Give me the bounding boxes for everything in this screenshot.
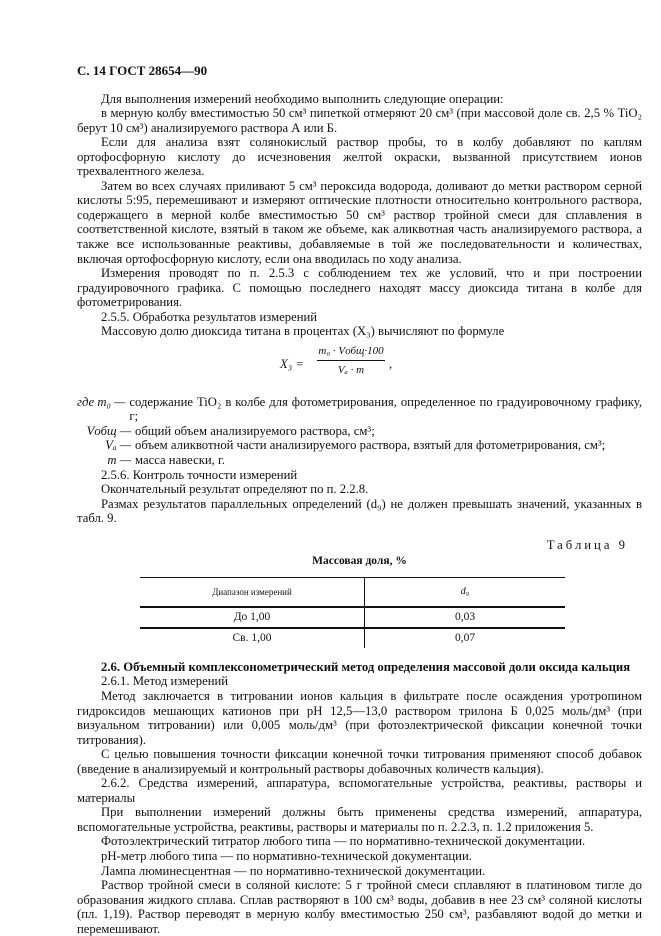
definition-symbol: где m₀ —	[77, 394, 126, 409]
formula-lhs: X₃ =	[280, 356, 304, 371]
table-cell: 0,07	[454, 632, 476, 645]
definition-item	[77, 453, 642, 468]
paragraph: Фотоэлектрический титратор любого типа — по нормативно-технической документации.	[101, 834, 586, 849]
table-cell: 0,03	[365, 607, 566, 628]
subsection-heading: 2.6.2. Средства измерений, аппаратура, вспомогательные устройства, реактивы, растворы и материалы	[77, 776, 642, 805]
definition-text: масса навески, г.	[135, 453, 225, 468]
paragraph: Раствор тройной смеси в соляной кислоте: 5 г тройной смеси сплавляют в платиновом тигле до образования жидкого сплава. Сплав растворяют в 100 см³ воды, добавив в нее 23 см³ соляной кислоты (пл. 1,19). Раствор переводят в мерную колбу вместимостью 250 см³, разбавляют водой до метки и перемешивают.	[77, 878, 642, 936]
table-row	[140, 607, 565, 628]
definition-text: объем аликвотной части анализируемого раствора, взятый для фотометрирования, см³;	[135, 438, 606, 453]
table-title: Массовая доля, %	[312, 555, 407, 568]
formula-numerator: m₀ · Vобщ·100	[317, 344, 385, 362]
definitions	[77, 395, 642, 468]
paragraph: Измерения проводят по п. 2.5.3 с соблюдением тех же условий, что и при построении градуировочного графика. С помощью последнего находят массу диоксида титана в колбе для фотометрирования.	[77, 266, 642, 310]
definition-text: содержание TiO₂ в колбе для фотометрирования, определенное по градуировочному графику, г;	[129, 394, 642, 424]
paragraph: Массовую долю диоксида титана в процентах (X₃) вычисляют по формуле	[101, 324, 505, 339]
table-cell: Св. 1,00	[140, 628, 365, 648]
page-header: С. 14 ГОСТ 28654—90	[77, 63, 208, 78]
section-heading: 2.6. Объемный комплексонометрический метод определения массовой доли оксида кальция	[101, 659, 631, 674]
paragraph: Метод заключается в титровании ионов кальция в фильтрате после осаждения уротропином гидроксидов мешающих катионов при pH 12,5—13,0 раствором трилона Б 0,025 моль/дм³ (при визуальном титровании) или 0,005 моль/дм³ (при фотоэлектрической фиксации конечной точки титрования).	[77, 688, 642, 747]
table-9	[140, 577, 565, 648]
paragraph: pH-метр любого типа — по нормативно-технической документации.	[101, 848, 472, 863]
paragraph: Если для анализа взят солянокислый раствор пробы, то в колбу добавляют по каплям ортофосфорную кислоту до исчезновения желтой окраски, вызванной присутствием ионов трехвалентного железа.	[77, 135, 642, 179]
paragraph: Лампа люминесцентная — по нормативно-технической документации.	[101, 863, 486, 878]
paragraph: Размах результатов параллельных определений (d₉) не должен превышать значений, указанных в табл. 9.	[77, 496, 642, 526]
table-row	[140, 628, 565, 648]
paragraph: При выполнении измерений должны быть применены средства измерений, аппаратура, вспомогательные устройства, реактивы, растворы и материалы по п. 2.2.3, п. 1.2 приложения 5.	[77, 805, 642, 834]
definition-item	[77, 424, 642, 439]
definition-item	[77, 438, 642, 453]
definition-item	[77, 395, 642, 424]
document-page	[77, 64, 642, 936]
formula-fraction	[317, 344, 385, 378]
formula-denominator: Vₐ · m	[337, 364, 365, 377]
subsection-heading: 2.5.6. Контроль точности измерений	[101, 467, 298, 482]
paragraph: Окончательный результат определяют по п. 2.2.8.	[101, 482, 369, 497]
definition-text: общий объем анализируемого раствора, см³;	[135, 423, 375, 438]
column-header: Диапазон измерений	[140, 577, 365, 607]
definition-symbol: Vₐ —	[105, 438, 131, 453]
formula-comma: ,	[389, 356, 393, 371]
table-header-row	[140, 577, 565, 607]
subsection-heading: 2.6.1. Метод измерений	[101, 674, 229, 689]
paragraph: Для выполнения измерений необходимо выполнить следующие операции:	[101, 91, 504, 106]
column-header: d₉	[365, 577, 566, 607]
paragraph: в мерную колбу вместимостью 50 см³ пипеткой отмеряют 20 см³ (при массовой доле св. 2,5 % TiO₂ берут 10 см³) анализируемого раствора А или Б.	[77, 106, 642, 135]
table-caption: Таблица 9	[546, 537, 628, 552]
paragraph: С целью повышения точности фиксации конечной точки титрования применяют способ добавок (введение в анализируемый и контрольный растворы добавочных количеств кальция).	[77, 747, 642, 776]
paragraph: Затем во всех случаях приливают 5 см³ пероксида водорода, доливают до метки раствором серной кислоты 5:95, перемешивают и измеряют оптические плотности относительно контрольного раствора, содержащего в мерной колбе вместимостью 50 см³ раствор тройной смеси для сплавления в соответственной кислоте, взятый в таком же объеме, как аликвотная часть анализируемого раствора, а также все использованные реактивы, добавляемые в той же последовательности и количествах, включая ортофосфорную кислоту, если она вводилась по ходу анализа.	[77, 178, 642, 266]
definition-symbol: Vобщ —	[86, 423, 131, 438]
formula	[77, 341, 642, 393]
table-cell: До 1,00	[140, 607, 365, 628]
subsection-heading: 2.5.5. Обработка результатов измерений	[101, 309, 318, 324]
definition-symbol: m —	[107, 453, 131, 468]
